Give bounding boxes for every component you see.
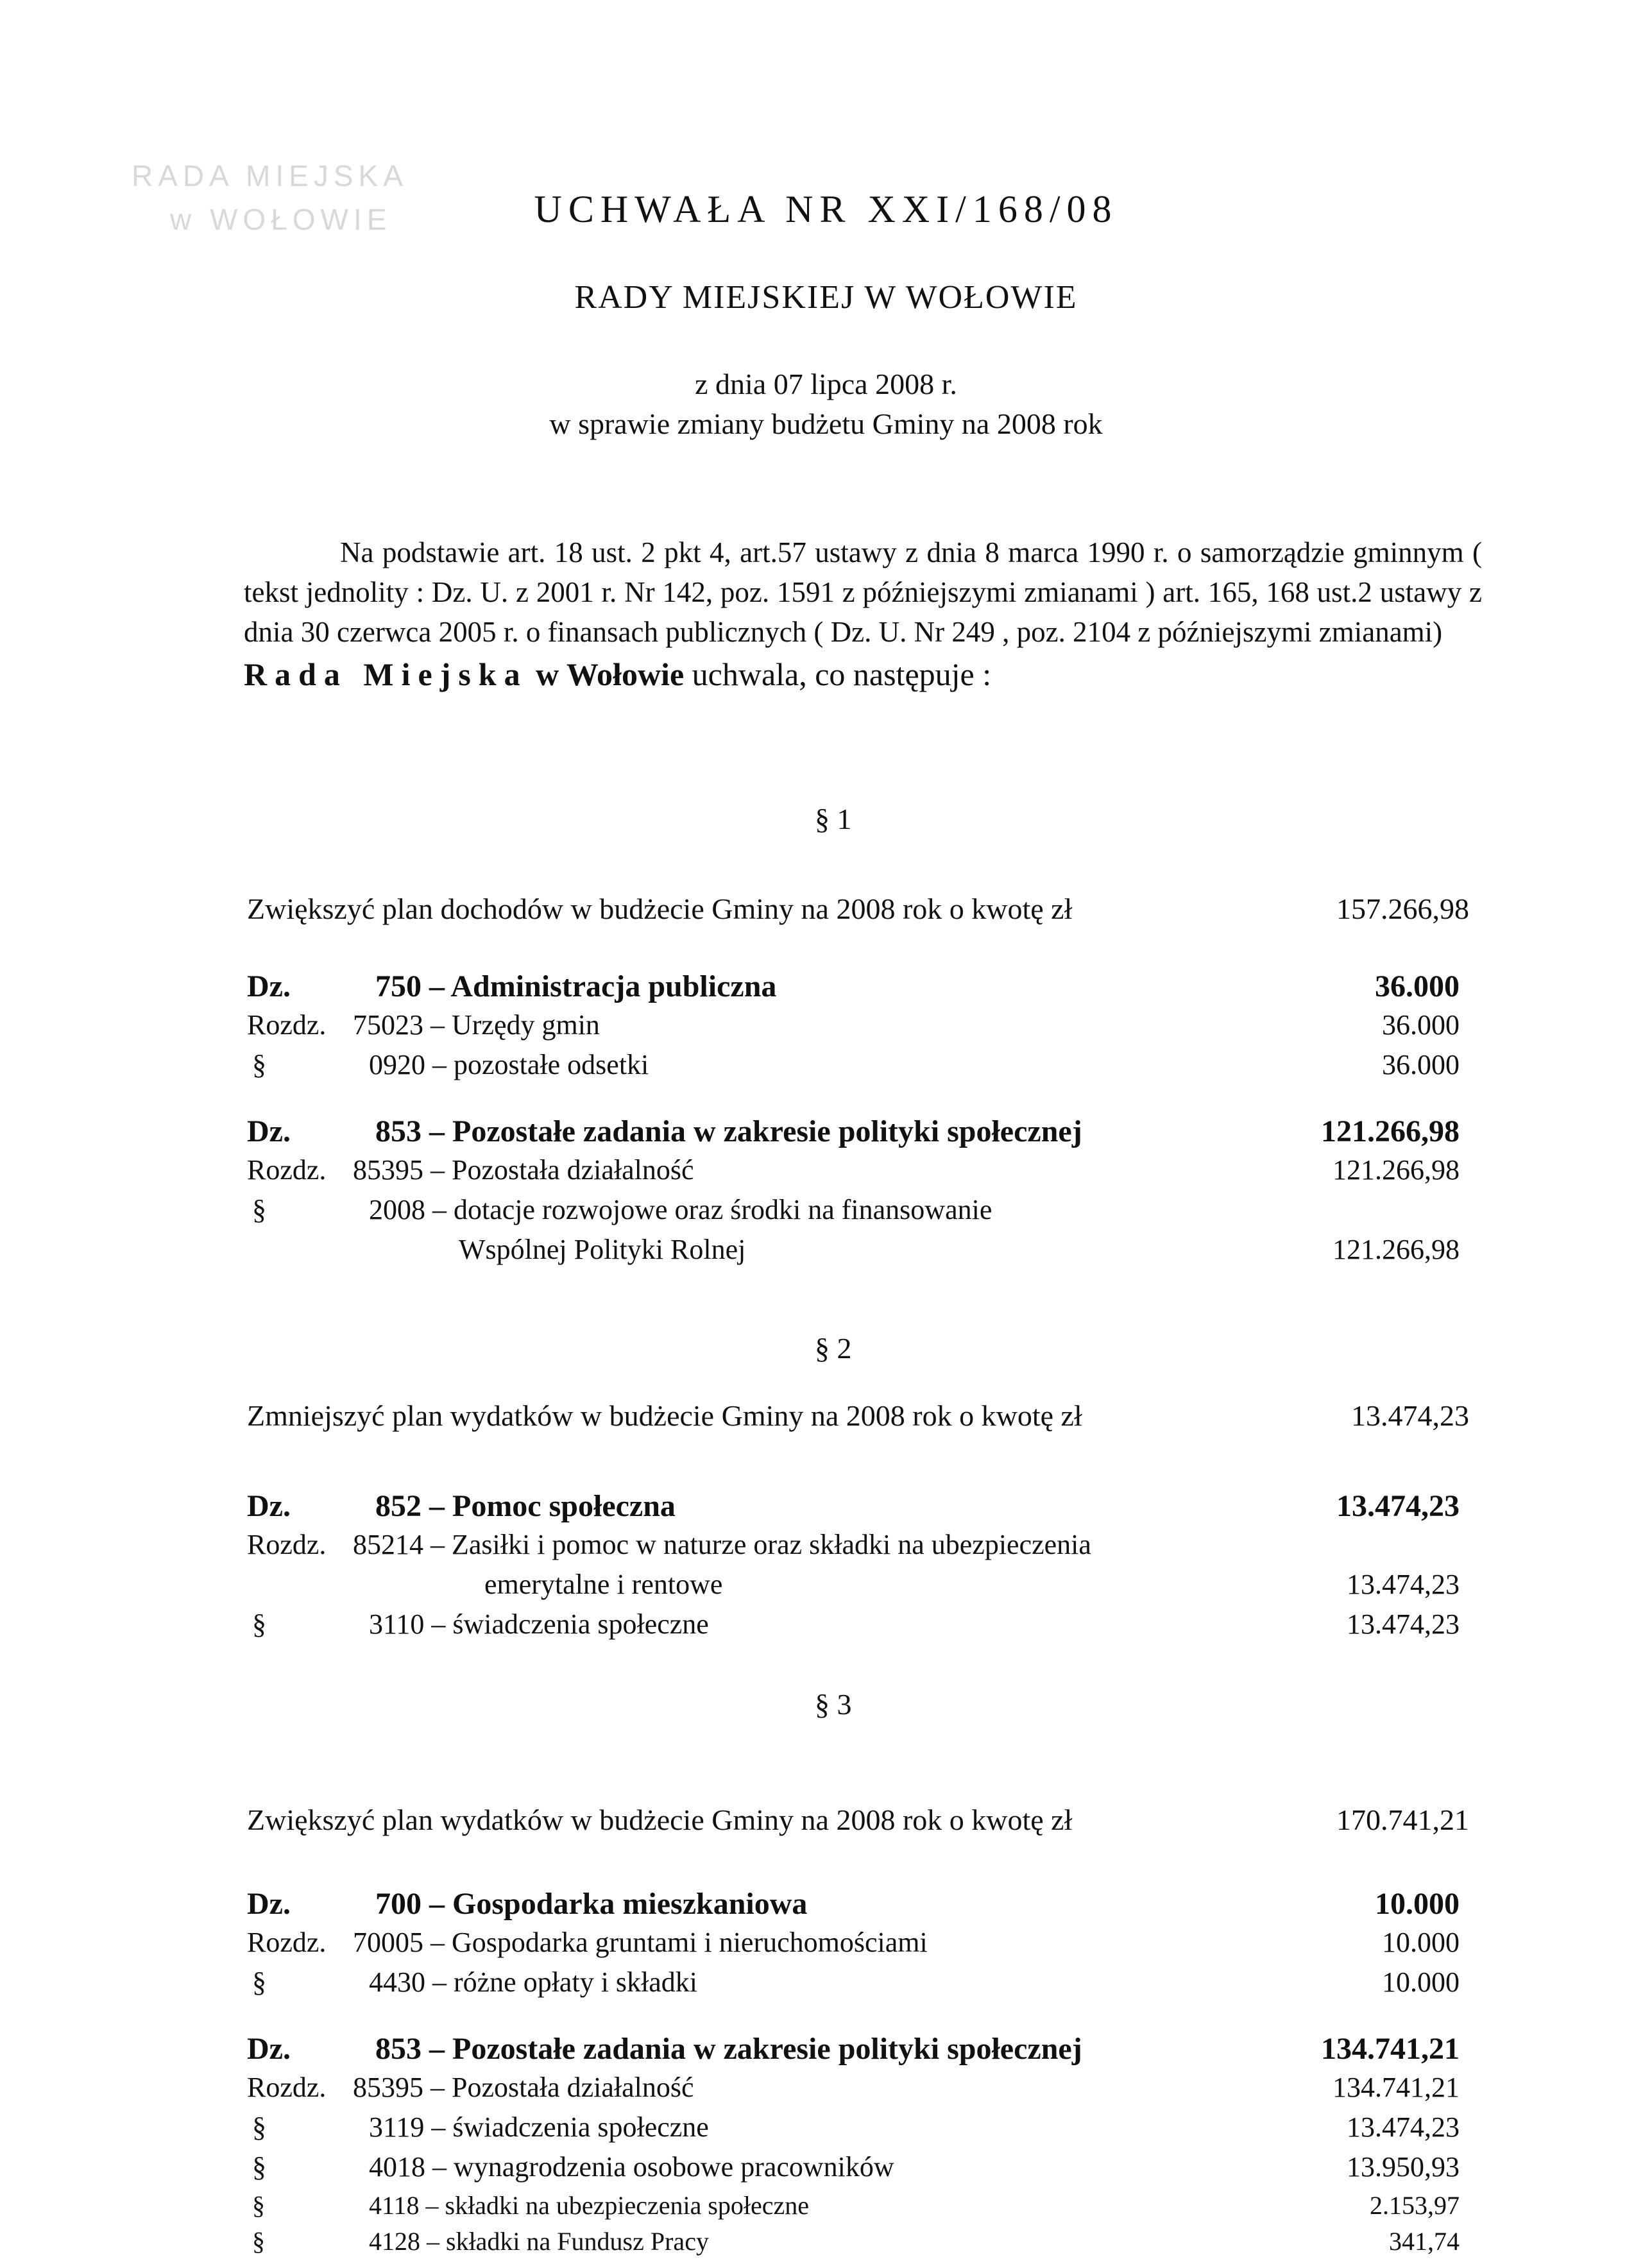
budget-row-par xyxy=(247,1048,1460,1088)
row-classifier: Dz. xyxy=(247,2032,291,2066)
row-classifier: Dz. xyxy=(247,1114,291,1148)
row-amount: 13.474,23 xyxy=(1336,1489,1460,1523)
budget-row-cont xyxy=(247,1233,1460,1273)
row-description: 85395 – Pozostała działalność xyxy=(353,1154,694,1186)
row-description: 3119 – świadczenia społeczne xyxy=(369,2111,709,2143)
budget-row-rozdz xyxy=(247,1009,1460,1048)
row-classifier: § xyxy=(252,1194,266,1225)
row-amount: 10.000 xyxy=(1382,1927,1460,1958)
section-mark-1: § 1 xyxy=(815,803,852,835)
row-classifier: Rozdz. xyxy=(247,1927,327,1958)
row-description: 750 – Administracja publiczna xyxy=(375,969,777,1003)
budget-row-dz xyxy=(247,969,1460,1009)
budget-row-par xyxy=(247,1608,1460,1648)
row-amount: 36.000 xyxy=(1375,969,1460,1003)
row-classifier: Dz. xyxy=(247,969,291,1003)
row-description: Wspólnej Polityki Rolnej xyxy=(459,1234,746,1265)
row-description: 4128 – składki na Fundusz Pracy xyxy=(369,2227,709,2256)
row-description: 75023 – Urzędy gmin xyxy=(353,1009,600,1041)
row-classifier: § xyxy=(252,2151,266,2183)
row-description: emerytalne i rentowe xyxy=(484,1569,723,1600)
resolution-subject: w sprawie zmiany budżetu Gminy na 2008 rok xyxy=(549,407,1103,440)
row-classifier: § xyxy=(252,1608,266,1640)
row-description: 0920 – pozostałe odsetki xyxy=(369,1049,649,1080)
section-intro-amount: 157.266,98 xyxy=(1336,892,1469,925)
stamp-line-1: RADA MIEJSKA xyxy=(132,159,408,192)
budget-row-par xyxy=(247,2111,1460,2151)
row-classifier: Rozdz. xyxy=(247,2072,327,2103)
row-classifier: § xyxy=(252,2191,265,2220)
section-intro-amount: 170.741,21 xyxy=(1336,1803,1469,1836)
row-amount: 10.000 xyxy=(1382,1966,1460,1998)
w-wolowie: w Wołowie xyxy=(536,656,685,692)
row-description: 700 – Gospodarka mieszkaniowa xyxy=(375,1887,808,1921)
row-classifier: § xyxy=(252,2111,266,2143)
stamp-line-2: w WOŁOWIE xyxy=(170,203,392,236)
row-description: 3110 – świadczenia społeczne xyxy=(369,1608,709,1640)
row-amount: 13.474,23 xyxy=(1347,1608,1460,1640)
section-intro-1 xyxy=(247,892,1469,926)
row-classifier: § xyxy=(252,2227,265,2256)
row-amount: 13.474,23 xyxy=(1347,1569,1460,1600)
budget-row-cont xyxy=(247,1568,1460,1608)
row-amount: 13.474,23 xyxy=(1347,2111,1460,2143)
row-classifier: Rozdz. xyxy=(247,1154,327,1186)
budget-row-dz xyxy=(247,1114,1460,1154)
row-description: 2008 – dotacje rozwojowe oraz środki na finansowanie xyxy=(369,1194,992,1225)
row-classifier: Dz. xyxy=(247,1489,291,1523)
enacting-clause xyxy=(244,654,1482,694)
budget-row-dz xyxy=(247,1886,1460,1926)
budget-row-rozdz xyxy=(247,2071,1460,2111)
budget-row-par xyxy=(247,2151,1460,2190)
row-amount: 134.741,21 xyxy=(1321,2032,1460,2066)
enacting-rest: uchwala, co następuje : xyxy=(692,656,992,692)
row-amount: 10.000 xyxy=(1375,1887,1460,1921)
row-description: 4118 – składki na ubezpieczenia społeczne xyxy=(369,2191,810,2220)
row-classifier: § xyxy=(252,1966,266,1998)
row-description: 85214 – Zasiłki i pomoc w naturze oraz składki na ubezpieczenia xyxy=(353,1529,1091,1560)
budget-row-dz xyxy=(247,2031,1460,2071)
row-description: 85395 – Pozostała działalność xyxy=(353,2072,694,2103)
legal-basis-text: Na podstawie art. 18 ust. 2 pkt 4, art.57 ustawy z dnia 8 marca 1990 r. o samorządzie gminnym ( tekst jednolity : Dz. U. z 2001 r. Nr 142, poz. 1591 z późniejszymi zmianami ) art. 165, 168 ust.2 ustawy z dnia 30 czerwca 2005 r. o finansach publicznych ( Dz. U. Nr 249 , poz. 2104 z późniejszymi zmianami) xyxy=(244,536,1482,648)
legal-basis xyxy=(244,532,1482,694)
budget-row-par-small xyxy=(247,2226,1460,2266)
row-classifier: Dz. xyxy=(247,1887,291,1921)
budget-row-dz xyxy=(247,1488,1460,1528)
budget-row-par-small xyxy=(247,2190,1460,2230)
row-amount: 36.000 xyxy=(1382,1009,1460,1041)
section-intro-2 xyxy=(247,1399,1469,1433)
section-mark-2: § 2 xyxy=(815,1332,852,1365)
row-amount: 134.741,21 xyxy=(1333,2072,1460,2103)
resolution-issuer: RADY MIEJSKIEJ W WOŁOWIE xyxy=(574,279,1078,316)
budget-row-par xyxy=(247,1966,1460,2006)
row-description: 852 – Pomoc społeczna xyxy=(375,1489,676,1523)
row-classifier: § xyxy=(252,1049,266,1080)
row-classifier: Rozdz. xyxy=(247,1009,327,1041)
row-description: 4018 – wynagrodzenia osobowe pracowników xyxy=(369,2151,894,2183)
section-intro-amount: 13.474,23 xyxy=(1351,1399,1469,1432)
budget-row-par xyxy=(247,1193,1460,1233)
row-amount: 36.000 xyxy=(1382,1049,1460,1080)
row-amount: 2.153,97 xyxy=(1370,2191,1460,2220)
budget-row-rozdz xyxy=(247,1528,1460,1568)
row-amount: 121.266,98 xyxy=(1333,1154,1460,1186)
row-description: 4430 – różne opłaty i składki xyxy=(369,1966,698,1998)
row-amount: 341,74 xyxy=(1389,2227,1460,2256)
budget-row-rozdz xyxy=(247,1154,1460,1193)
section-intro-text: Zwiększyć plan dochodów w budżecie Gminy na 2008 rok o kwotę zł xyxy=(247,892,1073,925)
section-intro-text: Zwiększyć plan wydatków w budżecie Gminy na 2008 rok o kwotę zł xyxy=(247,1803,1073,1836)
row-description: 853 – Pozostałe zadania w zakresie polityki społecznej xyxy=(375,1114,1082,1148)
rada-miejska: Rada Miejska xyxy=(244,656,528,692)
section-intro-3 xyxy=(247,1803,1469,1837)
row-description: 70005 – Gospodarka gruntami i nieruchomościami xyxy=(353,1927,928,1958)
resolution-date: z dnia 07 lipca 2008 r. xyxy=(695,368,957,400)
budget-row-rozdz xyxy=(247,1926,1460,1966)
row-description: 853 – Pozostałe zadania w zakresie polityki społecznej xyxy=(375,2032,1082,2066)
resolution-title: UCHWAŁA NR XXI/168/08 xyxy=(534,188,1118,230)
section-mark-3: § 3 xyxy=(815,1688,852,1721)
section-intro-text: Zmniejszyć plan wydatków w budżecie Gminy na 2008 rok o kwotę zł xyxy=(247,1399,1082,1432)
row-amount: 121.266,98 xyxy=(1333,1234,1460,1265)
row-amount: 121.266,98 xyxy=(1321,1114,1460,1148)
row-amount: 13.950,93 xyxy=(1347,2151,1460,2183)
row-classifier: Rozdz. xyxy=(247,1529,327,1560)
